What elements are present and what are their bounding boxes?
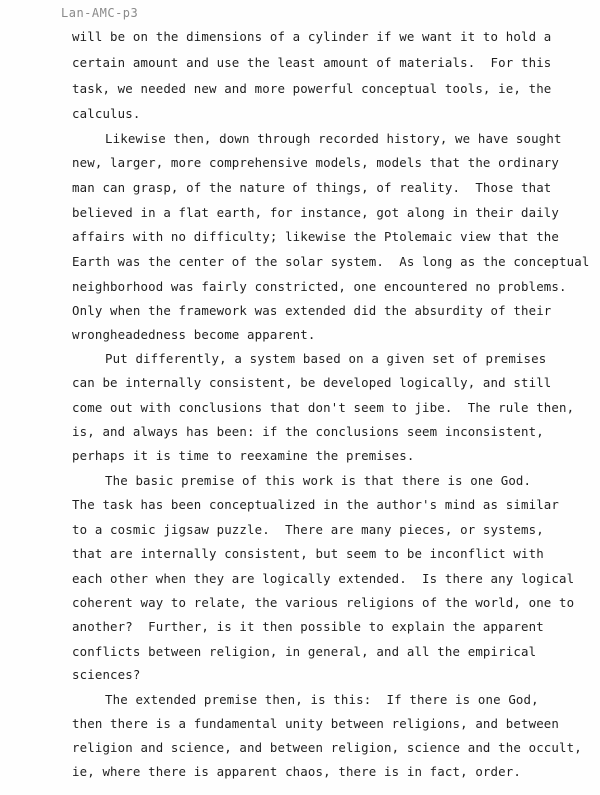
- text-line: task, we needed new and more powerful conceptual tools, ie, the: [72, 81, 552, 96]
- text-line: Put differently, a system based on a given set of premises: [105, 351, 547, 366]
- text-line: wrongheadedness become apparent.: [72, 327, 316, 342]
- text-line: new, larger, more comprehensive models, models that the ordinary: [72, 155, 560, 170]
- text-line: calculus.: [72, 106, 141, 121]
- text-line: to a cosmic jigsaw puzzle. There are many pieces, or systems,: [72, 522, 544, 537]
- text-line: Only when the framework was extended did the absurdity of their: [72, 303, 552, 318]
- text-line: The basic premise of this work is that there is one God.: [105, 473, 532, 488]
- text-line: ie, where there is apparent chaos, there is in fact, order.: [72, 764, 521, 779]
- text-line: sciences?: [72, 667, 141, 682]
- text-line: religion and science, and between religion, science and the occult,: [72, 740, 582, 755]
- page-corner-note: Lan-AMC-p3: [61, 6, 139, 20]
- text-line: come out with conclusions that don't seem to jibe. The rule then,: [72, 400, 575, 415]
- text-line: The task has been conceptualized in the author's mind as similar: [72, 497, 560, 512]
- text-line: can be internally consistent, be developed logically, and still: [72, 375, 552, 390]
- text-line: certain amount and use the least amount of materials. For this: [72, 55, 552, 70]
- text-line: then there is a fundamental unity between religions, and between: [72, 716, 560, 731]
- text-line: Likewise then, down through recorded history, we have sought: [105, 131, 562, 146]
- text-line: another? Further, is it then possible to explain the apparent: [72, 619, 544, 634]
- text-line: Earth was the center of the solar system. As long as the conceptual: [72, 254, 590, 269]
- text-line: believed in a flat earth, for instance, got along in their daily: [72, 205, 560, 220]
- text-line: conflicts between religion, in general, and all the empirical: [72, 644, 537, 659]
- text-line: will be on the dimensions of a cylinder if we want it to hold a: [72, 29, 552, 44]
- text-line: that are internally consistent, but seem to be inconflict with: [72, 546, 544, 561]
- text-line: man can grasp, of the nature of things, of reality. Those that: [72, 180, 552, 195]
- text-line: perhaps it is time to reexamine the premises.: [72, 448, 415, 463]
- text-line: neighborhood was fairly constricted, one encountered no problems.: [72, 279, 567, 294]
- text-line: is, and always has been: if the conclusions seem inconsistent,: [72, 424, 544, 439]
- text-line: coherent way to relate, the various religions of the world, one to: [72, 595, 575, 610]
- text-line: affairs with no difficulty; likewise the Ptolemaic view that the: [72, 229, 560, 244]
- text-line: each other when they are logically extended. Is there any logical: [72, 571, 575, 586]
- text-line: The extended premise then, is this: If there is one God,: [105, 692, 539, 707]
